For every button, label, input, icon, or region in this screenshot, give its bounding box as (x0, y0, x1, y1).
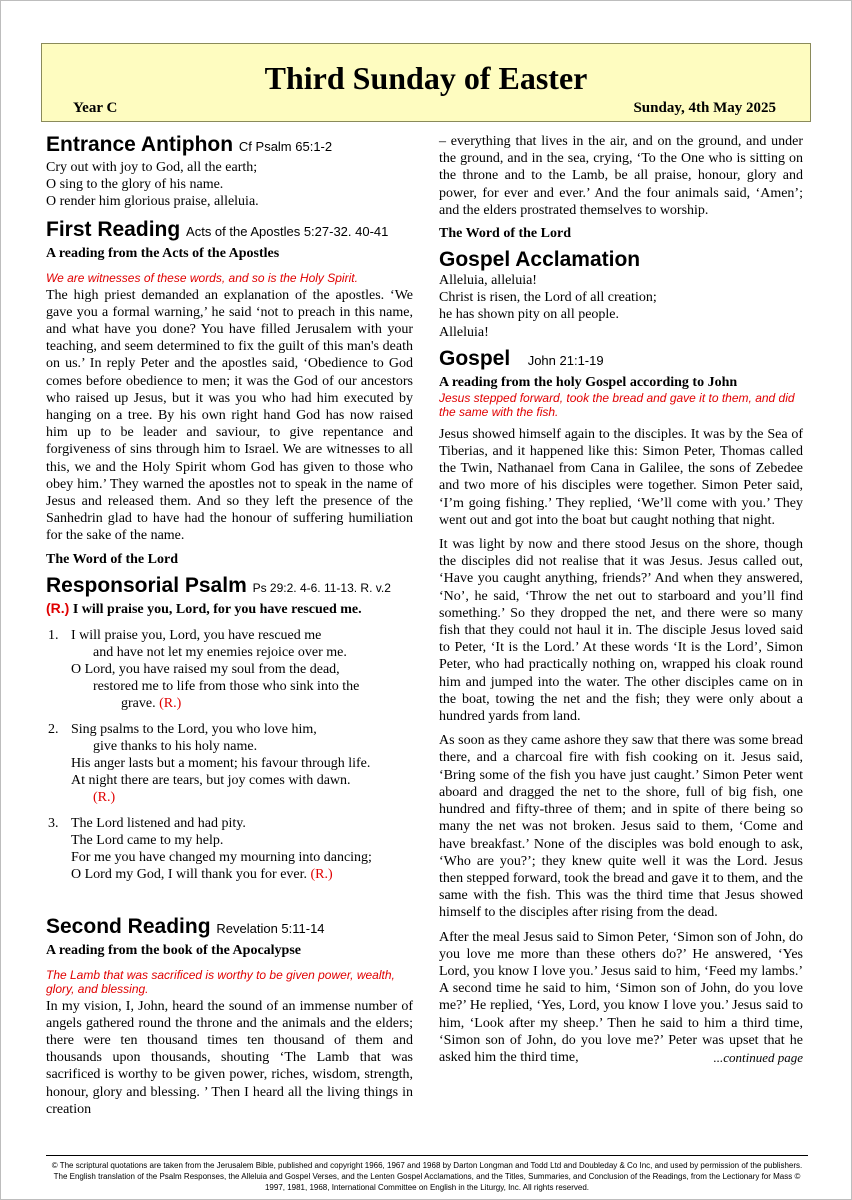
second-reading-text-continued: – everything that lives in the air, and on the ground, and under the ground, and in the sea, crying, ‘To the One who is sitting on the throne and to the Lamb, be all praise, honour, glory and power, for ever and ever.’ And the four animals said, ‘Amen’; and the elders prostrated themselves to worship. (439, 134, 803, 218)
gospel (439, 347, 803, 1066)
first-reading-text: The high priest demanded an explanation of the apostles. ‘We gave you a formal warning,’ he said ‘not to preach in this name, and what have you done? You have filled Jerusalem with your teaching, and seem determined to fix the guilt of this man's death on us.’ In reply Peter and the apostles said, ‘Obedience to God comes before obedience to men; it was the God of our ancestors who raised up Jesus, but it was you who had him executed by hanging on a tree. By his own right hand God has now raised him up to be leader and saviour, to give repentance and forgiveness of sins through him to Israel. We are witnesses to all this, we and the Holy Spirit whom God has given to those who obey him.’ They warned the apostles not to speak in the name of Jesus and released them. And so they left the presence of the Sanhedrin glad to have had the honour of suffering humiliation for the sake of the name. (46, 287, 413, 544)
first-reading-subtitle: A reading from the Acts of the Apostles (46, 245, 280, 261)
psalm-verse-2: 2. Sing psalms to the Lord, you who love him, give thanks to his holy name. His anger lasts but a moment; his favour through life. At night there are tears, but joy comes with dawn. (R.) (48, 721, 371, 806)
psalm-ref: Ps 29:2. 4-6. 11-13. R. v.2 (252, 580, 391, 595)
entrance-ref: Cf Psalm 65:1-2 (238, 139, 333, 154)
copyright-footer: © The scriptural quotations are taken from the Jerusalem Bible, published and copyright 1966, 1967 and 1968 by Darton Longman and Todd Ltd and Doubleday & Co Inc, and used by permission of the publishers. The English translation of the Psalm Responses, the Alleluia and Gospel Verses, and the Lenten Gospel Acclamations, and the Titles, Summaries, and Conclusion of the Readings, from the Lectionary for Mass © 1997, 1981, 1968, International Committee on English in the Liturgy, Inc. All rights reserved. (46, 1155, 808, 1193)
left-column (46, 133, 413, 1118)
entrance-line: O sing to the glory of his name. (46, 177, 224, 193)
second-reading-subtitle: A reading from the book of the Apocalypse (46, 942, 301, 958)
gospel-summary: Jesus stepped forward, took the bread and gave it to them, and did the same with the fish. (439, 390, 795, 419)
gospel-subtitle: A reading from the holy Gospel according to John (439, 374, 738, 390)
date-label: Sunday, 4th May 2025 (633, 100, 776, 116)
gospel-paragraph: It was light by now and there stood Jesus on the shore, though the disciples did not realise that it was Jesus. Jesus called out, ‘Have you caught anything, friends?’ And when they answered, ‘No’, he said, ‘Throw the net out to starboard and you’ll find something.’ So they dropped the net, and there were so many fish that they could not haul it in. The disciple Jesus loved said to Peter, ‘It is the Lord.’ At these words ‘It is the Lord’, Simon Peter, who had practically nothing on, wrapped his cloak round him and jumped into the water. The other disciples came on in the boat, towing the net and the fish; they were only about a hundred yards from land. (439, 537, 803, 725)
second-reading-heading: Second Reading Revelation 5:11-14 (46, 914, 325, 938)
second-reading (46, 915, 413, 1118)
second-reading-text: In my vision, I, John, heard the sound of an immense number of angels gathered round the throne and the animals and the elders; there were ten thousand times ten thousand of them and thousands upon thousands, shouting ‘The Lamb that was sacrificed is worthy to be given power, riches, wisdom, strength, honour, glory and blessing. ’ Then I heard all the living things in creation (46, 998, 413, 1117)
liturgical-year: Year C (73, 100, 118, 116)
psalm-verse-3: 3. The Lord listened and had pity. The Lord came to my help. For me you have changed my mourning into dancing; O Lord my God, I will thank you for ever. (R.) (48, 815, 372, 883)
word-of-the-lord: The Word of the Lord (439, 226, 571, 242)
gospel-paragraph: As soon as they came ashore they saw that there was some bread there, and a charcoal fire with fish cooking on it. Jesus said, ‘Bring some of the fish you have just caught.’ Simon Peter went aboard and dragged the net to the shore, full of big fish, one hundred and fifty-three of them; and in spite of there being so many the net was not broken. Jesus said to them, ‘Come and have breakfast.’ None of the disciples was bold enough to ask, ‘Who are you?’; they knew quite well it was the Lord. Jesus then stepped forward, took the bread and gave it to them, and the same with the fish. This was the third time that Jesus showed himself to the disciples after rising from the dead. (439, 733, 803, 921)
continued-note: ...continued page (713, 1049, 803, 1065)
first-reading-summary: We are witnesses of these words, and so is the Holy Spirit. (46, 270, 358, 285)
psalm-verse-1: 1. I will praise you, Lord, you have rescued me and have not let my enemies rejoice over me. O Lord, you have raised my soul from the dead, restored me to life from those who sink into the grave. (R.) (48, 627, 360, 712)
gospel-acclamation (439, 248, 803, 341)
gospel-heading: Gospel John 21:1-19 (439, 346, 604, 370)
acclamation-line: Alleluia! (439, 324, 489, 340)
second-reading-ref: Revelation 5:11-14 (216, 920, 325, 936)
acclamation-line: Christ is risen, the Lord of all creation; (439, 290, 657, 306)
gospel-paragraph: Jesus showed himself again to the disciples. It was by the Sea of Tiberias, and it happened like this: Simon Peter, Thomas called the Twin, Nathanael from Cana in Galilee, the sons of Zebedee and two more of his disciples were together. Simon Peter said, ‘I’m going fishing.’ They replied, ‘We’ll come with you.’ They went out and got into the boat but caught nothing that night. (439, 426, 803, 528)
responsorial-psalm (46, 574, 413, 884)
entrance-antiphon (46, 133, 413, 211)
entrance-line: O render him glorious praise, alleluia. (46, 194, 259, 210)
second-reading-summary: The Lamb that was sacrificed is worthy to be given power, wealth, glory, and blessing. (46, 967, 395, 996)
page-title: Third Sunday of Easter (264, 60, 588, 96)
first-reading (46, 218, 413, 568)
gospel-ref: John 21:1-19 (527, 352, 604, 368)
first-reading-heading: First Reading Acts of the Apostles 5:27-32. 40-41 (46, 217, 389, 241)
first-reading-ref: Acts of the Apostles 5:27-32. 40-41 (186, 223, 389, 239)
word-of-the-lord: The Word of the Lord (46, 551, 178, 567)
acclamation-heading: Gospel Acclamation (439, 248, 641, 272)
psalm-response: (R.) I will praise you, Lord, for you have rescued me. (46, 599, 362, 617)
acclamation-line: Alleluia, alleluia! (439, 273, 537, 289)
psalm-heading: Responsorial Psalm Ps 29:2. 4-6. 11-13. R. v.2 (46, 573, 391, 597)
acclamation-line: he has shown pity on all people. (439, 307, 620, 323)
header-banner (41, 43, 811, 122)
right-column (439, 133, 803, 1066)
entrance-heading: Entrance Antiphon Cf Psalm 65:1-2 (46, 133, 333, 156)
gospel-paragraph: After the meal Jesus said to Simon Peter, ‘Simon son of John, do you love me more than these others do?’ He answered, ‘Yes Lord, you know I love you.’ Jesus said to him, ‘Feed my lambs.’ A second time he said to him, ‘Simon son of John, do you love me?’ He replied, ‘Yes, Lord, you know I love you.’ Jesus said to him, ‘Look after my sheep.’ Then he said to him a third time, ‘Simon son of John, do you love me?’ Peter was upset that he asked him the third time, ...continued page (439, 929, 803, 1065)
entrance-line: Cry out with joy to God, all the earth; (46, 160, 258, 175)
